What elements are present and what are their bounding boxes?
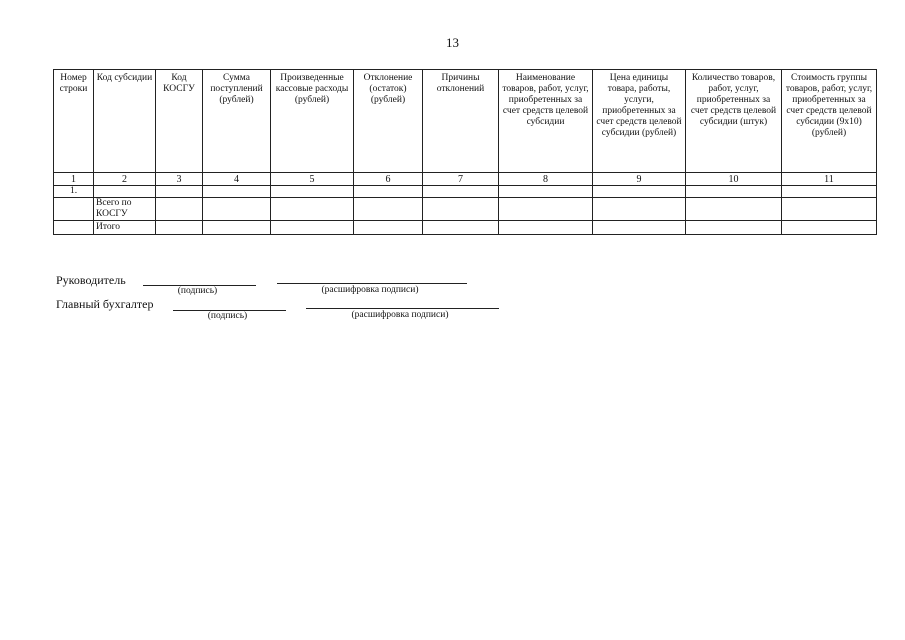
empty-cell: [782, 198, 877, 221]
empty-cell: [203, 221, 271, 235]
empty-cell: [423, 221, 499, 235]
table-row: [54, 198, 877, 221]
empty-cell: [499, 221, 593, 235]
column-number: 3: [156, 173, 203, 186]
empty-cell: [203, 198, 271, 221]
empty-cell: [203, 186, 271, 198]
row-label: Итого: [94, 221, 156, 235]
header-cell: Произведенные кассовые расходы (рублей): [271, 70, 354, 173]
empty-cell: [271, 198, 354, 221]
column-number: 6: [354, 173, 423, 186]
empty-cell: [593, 221, 686, 235]
row-label: [94, 186, 156, 198]
empty-cell: [156, 186, 203, 198]
empty-cell: [782, 221, 877, 235]
empty-cell: [499, 198, 593, 221]
empty-cell: [423, 186, 499, 198]
column-number: 5: [271, 173, 354, 186]
row-number: [54, 221, 94, 235]
table-row: [54, 221, 877, 235]
empty-cell: [271, 221, 354, 235]
header-row: [54, 70, 877, 173]
header-cell: Код субсидии: [94, 70, 156, 173]
header-cell: Сумма поступлений (рублей): [203, 70, 271, 173]
column-number: 8: [499, 173, 593, 186]
column-number: 1: [54, 173, 94, 186]
row-number: 1.: [54, 186, 94, 198]
header-cell: Отклонение (остаток) (рублей): [354, 70, 423, 173]
column-number: 7: [423, 173, 499, 186]
chief-accountant-signature-caption: (подпись): [207, 311, 248, 321]
column-number: 9: [593, 173, 686, 186]
column-number: 11: [782, 173, 877, 186]
chief-accountant-decoding-line: [306, 308, 499, 309]
empty-cell: [686, 198, 782, 221]
empty-cell: [593, 198, 686, 221]
head-signature-caption: (подпись): [177, 286, 218, 296]
column-number: 10: [686, 173, 782, 186]
empty-cell: [156, 198, 203, 221]
empty-cell: [686, 186, 782, 198]
empty-cell: [499, 186, 593, 198]
subsidy-report-table: [53, 69, 877, 235]
head-signature-label: Руководитель: [56, 273, 126, 287]
empty-cell: [782, 186, 877, 198]
empty-cell: [354, 186, 423, 198]
row-label: Всего по КОСГУ: [94, 198, 156, 221]
column-number-row: [54, 173, 877, 186]
empty-cell: [686, 221, 782, 235]
header-cell: Цена единицы товара, работы, услуги, приобретенных за счет средств целевой субсидии (рублей): [593, 70, 686, 173]
head-decoding-line: [277, 283, 467, 284]
header-cell: Номер строки: [54, 70, 94, 173]
empty-cell: [156, 221, 203, 235]
header-cell: Количество товаров, работ, услуг, приобретенных за счет средств целевой субсидии (штук): [686, 70, 782, 173]
column-number: 4: [203, 173, 271, 186]
chief-accountant-decoding-caption: (расшифровка подписи): [351, 310, 449, 320]
header-cell: Стоимость группы товаров, работ, услуг, приобретенных за счет средств целевой субсидии (9x10) (рублей): [782, 70, 877, 173]
empty-cell: [271, 186, 354, 198]
page-number: 13: [446, 35, 459, 50]
empty-cell: [354, 198, 423, 221]
header-cell: Код КОСГУ: [156, 70, 203, 173]
table-row: [54, 186, 877, 198]
header-cell: Наименование товаров, работ, услуг, приобретенных за счет средств целевой субсидии: [499, 70, 593, 173]
chief-accountant-signature-label: Главный бухгалтер: [56, 297, 154, 311]
empty-cell: [423, 198, 499, 221]
header-cell: Причины отклонений: [423, 70, 499, 173]
head-decoding-caption: (расшифровка подписи): [321, 285, 419, 295]
column-number: 2: [94, 173, 156, 186]
empty-cell: [593, 186, 686, 198]
row-number: [54, 198, 94, 221]
empty-cell: [354, 221, 423, 235]
